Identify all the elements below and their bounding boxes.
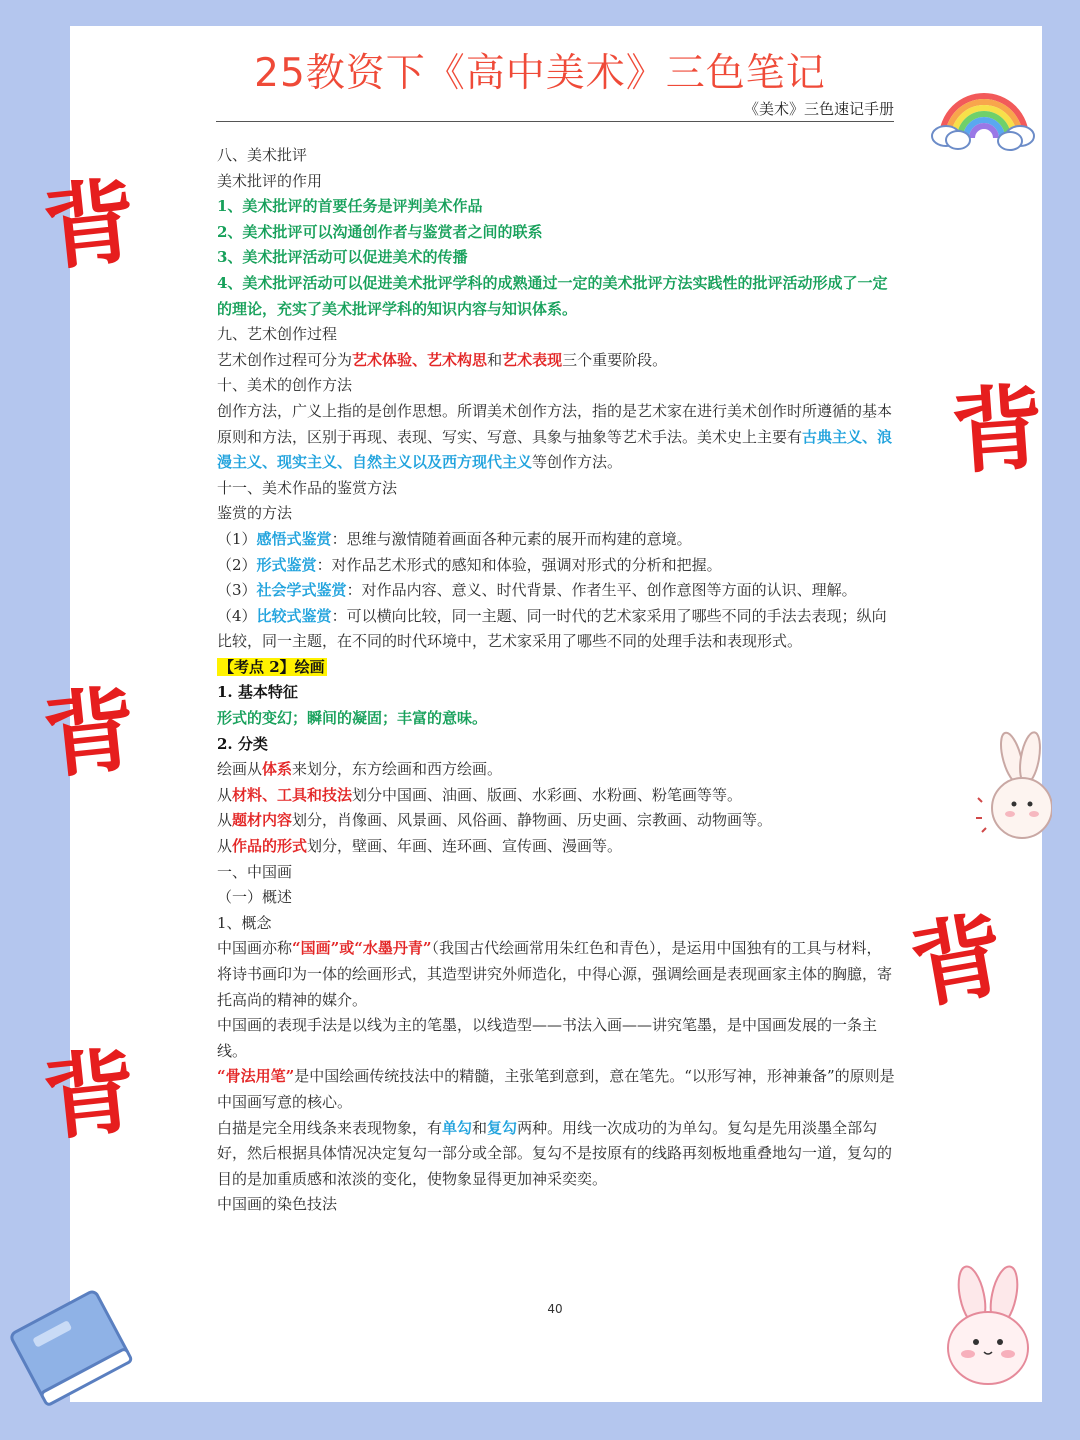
recite-stamp: 背 (948, 373, 1048, 488)
text-run: 是中国绘画传统技法中的精髓，主张笔到意到，意在笔先。“以形写神，形神兼备”的原则是中国画写意的核心。 (217, 1067, 895, 1111)
text-run: 、 (412, 350, 428, 369)
paragraph (217, 757, 895, 783)
keyword: 题材内容 (232, 811, 293, 830)
keyword: 材料、工具和技法 (232, 785, 353, 804)
list-item: 4、美术批评活动可以促进美术批评学科的成熟通过一定的美术批评方法实践性的批评活动形成了一定的理论，充实了美术批评学科的知识内容与知识体系。 (217, 273, 888, 318)
text-run: ：对作品艺术形式的感知和体验，强调对形式的分析和把握。 (316, 555, 722, 574)
paragraph (217, 783, 895, 809)
section-heading: 八、美术批评 (217, 146, 308, 164)
paragraph (217, 936, 895, 1013)
section-heading: 一、中国画 (217, 862, 293, 881)
subheading: 1. 基本特征 (217, 683, 298, 702)
text-run: 和 (487, 350, 503, 369)
keyword: 形式鉴赏 (256, 555, 317, 574)
header-rule (216, 121, 894, 122)
list-item (217, 604, 895, 655)
text-run: ：对作品内容、意义、时代背景、作者生平、创作意图等方面的认识、理解。 (346, 581, 857, 600)
list-item (217, 578, 895, 604)
keyword: 体系 (262, 760, 293, 779)
list-number: （2） (217, 555, 257, 574)
text-run: 和 (472, 1118, 488, 1137)
paragraph (217, 348, 895, 374)
list-item: 3、美术批评活动可以促进美术的传播 (217, 248, 468, 267)
text-run: ：可以横向比较，同一主题、同一时代的艺术家采用了哪些不同的手法去表现；纵向比较，同一主题，在不同的时代环境中，艺术家采用了哪些不同的处理手法和表现形式。 (217, 606, 887, 651)
paragraph (217, 399, 895, 476)
keyword: 艺术体验 (352, 350, 413, 369)
page-number: 40 (547, 1302, 563, 1316)
text-run: 从 (217, 811, 233, 830)
keyword: 复勾 (487, 1118, 518, 1137)
recite-stamp: 背 (38, 675, 142, 792)
text-run: 白描是完全用线条来表现物象，有 (217, 1118, 443, 1137)
paragraph: 中国画的染色技法 (217, 1195, 338, 1214)
subheading: 2. 分类 (217, 734, 268, 753)
paragraph (217, 834, 895, 860)
page-subtitle: 《美术》三色速记手册 (743, 100, 894, 118)
text-run: 等创作方法。 (532, 453, 623, 472)
paragraph (217, 808, 895, 834)
notes-body (217, 143, 895, 1218)
bunny-sticker-icon (972, 728, 1052, 848)
text-run: 从 (217, 837, 233, 856)
keyword: 艺术表现 (502, 350, 563, 369)
list-number: （3） (217, 581, 257, 600)
recite-stamp: 背 (903, 900, 1013, 1023)
section-subheading: 美术批评的作用 (217, 171, 323, 190)
rainbow-cloud-icon (928, 80, 1040, 152)
text-run: 两种。用线一次成功的为单勾。复勾是先用淡墨全部勾好，然后根据具体情况决定复勾一部分或全部。复勾不是按原有的线路再刻板地重叠地勾一道，复勾的目的是加重质感和浓淡的变化，使物象显得更加神采奕奕。 (217, 1118, 893, 1188)
book-icon (0, 1276, 140, 1416)
text-run: （我国古代绘画常用朱红色和青色），是运用中国独有的工具与材料，将诗书画印为一体的绘画形式，其造型讲究外师造化，中得心源，强调绘画是表现画家主体的胸臆，寄托高尚的精神的媒介。 (217, 939, 893, 1009)
section-subheading: 1、概念 (217, 913, 272, 932)
list-item (217, 527, 895, 553)
text-run: 划分，壁画、年画、连环画、宣传画、漫画等。 (307, 837, 623, 856)
recite-stamp: 背 (38, 1037, 142, 1154)
text-run: 划分，肖像画、风景画、风俗画、静物画、历史画、宗教画、动物画等。 (292, 811, 773, 830)
text-run: 艺术创作过程可分为 (217, 350, 353, 369)
highlight-tag: 【考点 2】绘画 (219, 657, 325, 676)
keyword: 单勾 (442, 1118, 473, 1137)
text-run: 从 (217, 785, 233, 804)
paragraph (217, 1064, 895, 1115)
keyword: “骨法用笔” (217, 1067, 295, 1086)
pink-bunny-sticker-icon (940, 1262, 1040, 1392)
section-subheading: 鉴赏的方法 (217, 504, 293, 523)
text-run: 创作方法，广义上指的是创作思想。所谓美术创作方法，指的是艺术家在进行美术创作时所遵循的基本原则和方法，区别于再现、表现、写实、写意、具象与抽象等艺术手法。美术史上主要有 (217, 401, 893, 446)
text-run: 中国画亦称 (217, 939, 293, 958)
recite-stamp: 背 (38, 167, 142, 284)
list-item: 1、美术批评的首要任务是评判美术作品 (217, 197, 483, 216)
text-run: 划分中国画、油画、版画、水彩画、水粉画、粉笔画等等。 (352, 785, 743, 804)
list-item: 2、美术批评可以沟通创作者与鉴赏者之间的联系 (217, 222, 543, 241)
list-number: （1） (217, 529, 257, 548)
keyword: 艺术构思 (427, 350, 488, 369)
text-run: 来划分，东方绘画和西方绘画。 (292, 760, 503, 779)
keyword: “国画”或“水墨丹青” (292, 939, 432, 958)
keyword: 感悟式鉴赏 (256, 529, 332, 548)
paragraph (217, 1116, 895, 1193)
text-run: 三个重要阶段。 (562, 350, 668, 369)
section-heading: 十、美术的创作方法 (217, 376, 353, 395)
keyword: 作品的形式 (232, 837, 308, 856)
keyword: 比较式鉴赏 (256, 606, 332, 625)
list-item (217, 553, 895, 579)
section-subheading: （一）概述 (217, 888, 293, 907)
section-heading: 九、艺术创作过程 (217, 325, 338, 344)
text-run: 绘画从 (217, 760, 263, 779)
page-title: 25教资下《高中美术》三色笔记 (254, 51, 826, 96)
paragraph: 中国画的表现手法是以线为主的笔墨，以线造型——书法入画——讲究笔墨，是中国画发展的一条主线。 (217, 1016, 878, 1060)
exam-point-heading (217, 655, 895, 681)
keyword: 古典主义、浪漫主义、现实主义、自然主义以及西方现代主义 (217, 427, 893, 472)
list-number: （4） (217, 606, 257, 625)
feature-line: 形式的变幻；瞬间的凝固；丰富的意味。 (217, 709, 488, 728)
keyword: 社会学式鉴赏 (256, 581, 347, 600)
section-heading: 十一、美术作品的鉴赏方法 (217, 478, 398, 497)
text-run: ：思维与激情随着画面各种元素的展开而构建的意境。 (331, 529, 692, 548)
